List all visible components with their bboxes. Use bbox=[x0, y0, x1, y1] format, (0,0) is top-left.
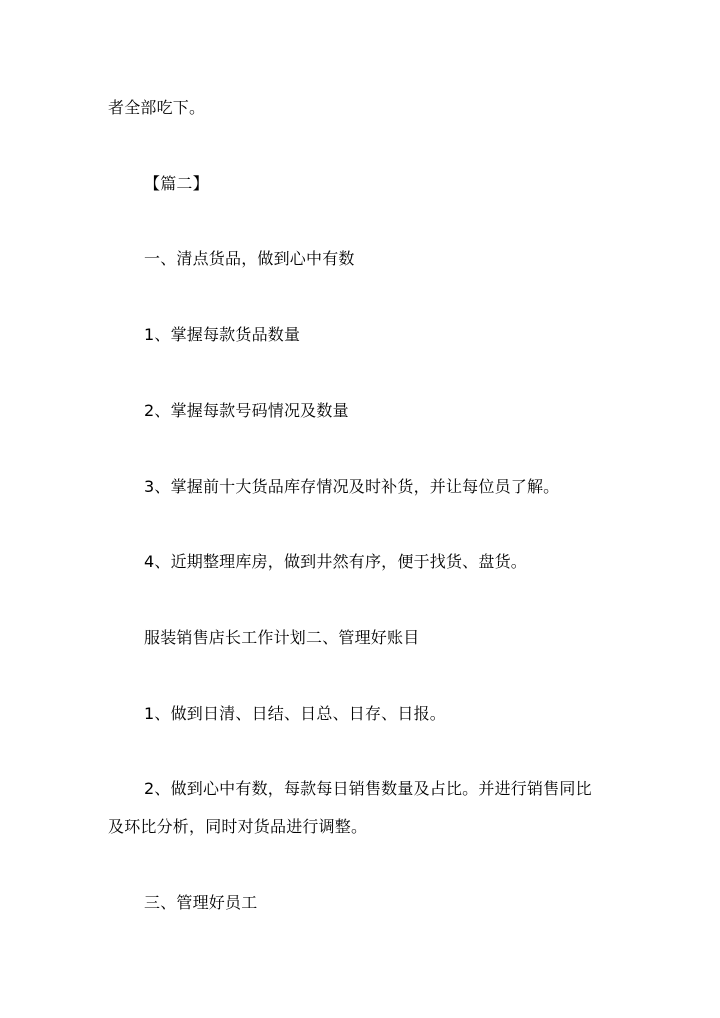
section-heading-inventory: 一、清点货品，做到心中有数 bbox=[144, 249, 355, 268]
list-item: 3、掌握前十大货品库存情况及时补货，并让每位员了解。 bbox=[144, 477, 560, 496]
list-item-continuation: 及环比分析，同时对货品进行调整。 bbox=[108, 817, 368, 836]
list-item: 1、掌握每款货品数量 bbox=[144, 325, 301, 344]
list-item: 4、近期整理库房，做到井然有序，便于找货、盘货。 bbox=[144, 552, 527, 571]
paragraph-continuation: 者全部吃下。 bbox=[108, 98, 206, 117]
list-item: 1、做到日清、日结、日总、日存、日报。 bbox=[144, 704, 446, 723]
list-item: 2、做到心中有数，每款每日销售数量及占比。并进行销售同比 bbox=[144, 779, 592, 798]
list-item: 2、掌握每款号码情况及数量 bbox=[144, 401, 349, 420]
section-heading-part-two: 【篇二】 bbox=[144, 174, 209, 193]
section-heading-accounts: 服装销售店长工作计划二、管理好账目 bbox=[144, 628, 420, 647]
section-heading-staff: 三、管理好员工 bbox=[144, 893, 258, 912]
